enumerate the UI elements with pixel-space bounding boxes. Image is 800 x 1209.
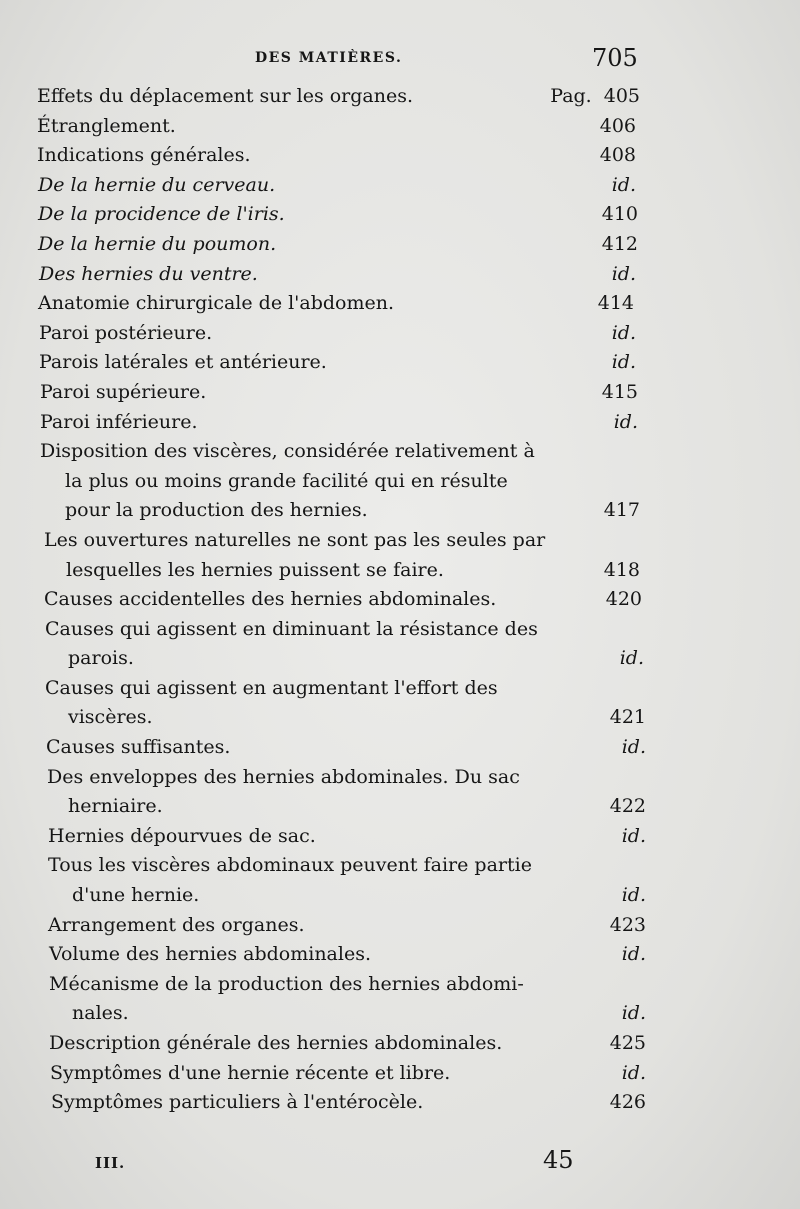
toc-entry-page	[600, 141, 636, 171]
toc-entry	[50, 1059, 646, 1089]
table-of-contents	[0, 82, 800, 1118]
page-ref: id.	[621, 1002, 646, 1025]
toc-entry-continuation	[65, 496, 640, 526]
toc-entry	[44, 585, 642, 615]
signature-mark: III.	[95, 1154, 126, 1172]
toc-entry-page	[622, 940, 646, 970]
toc-entry	[37, 141, 636, 171]
toc-entry	[39, 319, 636, 349]
toc-entry-title: De la hernie du poumon.	[38, 232, 277, 255]
page-ref: 423	[609, 913, 646, 936]
toc-entry-title: Les ouvertures naturelles ne sont pas les seules par	[44, 528, 546, 551]
page-number: 705	[592, 44, 638, 72]
page-ref: 412	[601, 232, 638, 255]
page-ref: id.	[611, 351, 636, 374]
page-ref: id.	[621, 884, 646, 907]
toc-entry-continuation	[68, 703, 646, 733]
toc-entry-page	[602, 200, 638, 230]
toc-entry-page	[604, 496, 640, 526]
page-ref: id.	[621, 824, 646, 847]
toc-entry-title: Symptômes d'une hernie récente et libre.	[50, 1061, 451, 1084]
toc-entry-title: Disposition des viscères, considérée relativement à	[40, 440, 535, 463]
toc-entry	[38, 200, 638, 230]
toc-entry-title: Paroi supérieure.	[40, 380, 207, 403]
toc-entry-title: Paroi inférieure.	[40, 410, 198, 433]
toc-entry-page	[622, 733, 646, 763]
toc-entry	[40, 408, 638, 438]
toc-entry-page	[610, 703, 646, 733]
toc-entry-title: Causes qui agissent en diminuant la résistance des	[45, 617, 538, 640]
toc-entry-continuation	[68, 644, 644, 674]
toc-entry	[48, 911, 646, 941]
toc-entry-continuation	[72, 881, 646, 911]
toc-entry-page	[610, 911, 646, 941]
page-header	[0, 46, 800, 74]
page-ref: 406	[599, 114, 636, 137]
toc-entry	[37, 112, 636, 142]
toc-entry	[46, 733, 646, 763]
toc-entry-page	[598, 289, 634, 319]
toc-entry-title: herniaire.	[68, 795, 163, 818]
toc-entry	[45, 615, 644, 645]
toc-entry-page	[602, 230, 638, 260]
toc-entry	[39, 260, 636, 290]
toc-entry-title: la plus ou moins grande facilité qui en résulte	[65, 469, 508, 492]
toc-entry-page	[610, 1029, 646, 1059]
page-ref: 417	[603, 499, 640, 522]
toc-entry-page	[550, 82, 640, 112]
toc-entry-title: nales.	[72, 1002, 129, 1025]
toc-entry-title: pour la production des hernies.	[65, 499, 368, 522]
toc-entry-page	[610, 1088, 646, 1118]
toc-entry-page	[602, 378, 638, 408]
toc-entry	[38, 230, 638, 260]
toc-entry-title: Arrangement des organes.	[48, 913, 305, 936]
toc-entry-page	[606, 585, 642, 615]
toc-entry-page	[622, 822, 646, 852]
toc-entry-title: Hernies dépourvues de sac.	[48, 824, 316, 847]
page-ref: 405	[603, 85, 640, 107]
toc-entry-title: Étranglement.	[37, 114, 176, 137]
toc-entry-title: Des enveloppes des hernies abdominales. Du sac	[47, 765, 520, 788]
page-ref: 414	[597, 292, 634, 315]
toc-entry-title: Anatomie chirurgicale de l'abdomen.	[38, 292, 395, 315]
toc-entry	[40, 437, 638, 467]
toc-entry-page	[610, 792, 646, 822]
page-ref: 418	[603, 558, 640, 581]
running-head: DES MATIÈRES.	[255, 50, 403, 66]
toc-entry-title: De la hernie du cerveau.	[38, 173, 276, 196]
toc-entry	[38, 171, 636, 201]
toc-entry-title: d'une hernie.	[72, 884, 200, 907]
toc-entry	[44, 526, 640, 556]
toc-entry-title: Indications générales.	[37, 144, 251, 167]
toc-entry-title: lesquelles les hernies puissent se faire.	[66, 558, 444, 581]
page-ref: 420	[605, 588, 642, 611]
page-ref: 425	[609, 1032, 646, 1054]
page-ref: id.	[613, 410, 638, 433]
toc-entry-page	[622, 1059, 646, 1089]
toc-entry-title: Des hernies du ventre.	[39, 262, 258, 285]
page-ref: id.	[611, 173, 636, 196]
toc-entry-page	[622, 881, 646, 911]
toc-entry-continuation	[72, 999, 646, 1029]
toc-entry-page	[612, 348, 636, 378]
page-ref: 408	[599, 144, 636, 167]
page-ref: 410	[601, 203, 638, 226]
toc-entry	[48, 822, 646, 852]
toc-entry-page	[600, 112, 636, 142]
page-ref: 422	[609, 795, 646, 818]
toc-entry	[37, 82, 640, 112]
toc-entry-continuation	[66, 556, 640, 586]
toc-entry-continuation	[68, 792, 646, 822]
page-ref: 421	[609, 706, 646, 729]
toc-entry-title: Volume des hernies abdominales.	[49, 943, 371, 966]
toc-entry	[40, 378, 638, 408]
toc-entry-page	[614, 408, 638, 438]
toc-entry-title: parois.	[68, 647, 134, 670]
page-ref: 426	[609, 1091, 646, 1114]
toc-entry-title: De la procidence de l'iris.	[38, 203, 285, 226]
page-ref: id.	[611, 321, 636, 344]
toc-entry-title: Description générale des hernies abdominales.	[49, 1032, 503, 1054]
page-ref: id.	[621, 943, 646, 966]
page-ref: id.	[621, 1061, 646, 1084]
toc-entry-page	[622, 999, 646, 1029]
toc-entry-title: Effets du déplacement sur les organes.	[37, 85, 414, 107]
toc-entry	[51, 1088, 646, 1118]
toc-entry-page	[612, 171, 636, 201]
toc-entry	[45, 674, 646, 704]
page-ref: 415	[601, 380, 638, 403]
toc-entry	[48, 851, 646, 881]
toc-entry	[49, 940, 646, 970]
page-prefix: Pag.	[550, 85, 592, 107]
toc-entry-title: Causes qui agissent en augmentant l'effort des	[45, 676, 498, 699]
toc-entry	[38, 289, 634, 319]
page-ref: id.	[621, 736, 646, 759]
toc-entry	[47, 763, 646, 793]
folio-number: 45	[543, 1146, 574, 1174]
toc-entry-page	[604, 556, 640, 586]
page-ref: id.	[611, 262, 636, 285]
page-ref: id.	[619, 647, 644, 670]
toc-entry-title: Parois latérales et antérieure.	[39, 351, 327, 374]
toc-entry-page	[620, 644, 644, 674]
toc-entry-page	[612, 319, 636, 349]
toc-entry-continuation	[65, 467, 638, 497]
toc-entry	[49, 1029, 646, 1059]
toc-entry-title: Causes accidentelles des hernies abdominales.	[44, 588, 497, 611]
page-footer	[0, 1144, 800, 1184]
toc-entry-title: viscères.	[68, 706, 153, 729]
toc-entry-page	[612, 260, 636, 290]
toc-entry	[39, 348, 636, 378]
toc-entry-title: Mécanisme de la production des hernies abdomi-	[49, 972, 524, 995]
toc-entry-title: Symptômes particuliers à l'entérocèle.	[51, 1091, 424, 1114]
toc-entry	[49, 970, 646, 1000]
toc-entry-title: Tous les viscères abdominaux peuvent faire partie	[48, 854, 532, 877]
toc-entry-title: Paroi postérieure.	[39, 321, 213, 344]
toc-entry-title: Causes suffisantes.	[46, 736, 231, 759]
